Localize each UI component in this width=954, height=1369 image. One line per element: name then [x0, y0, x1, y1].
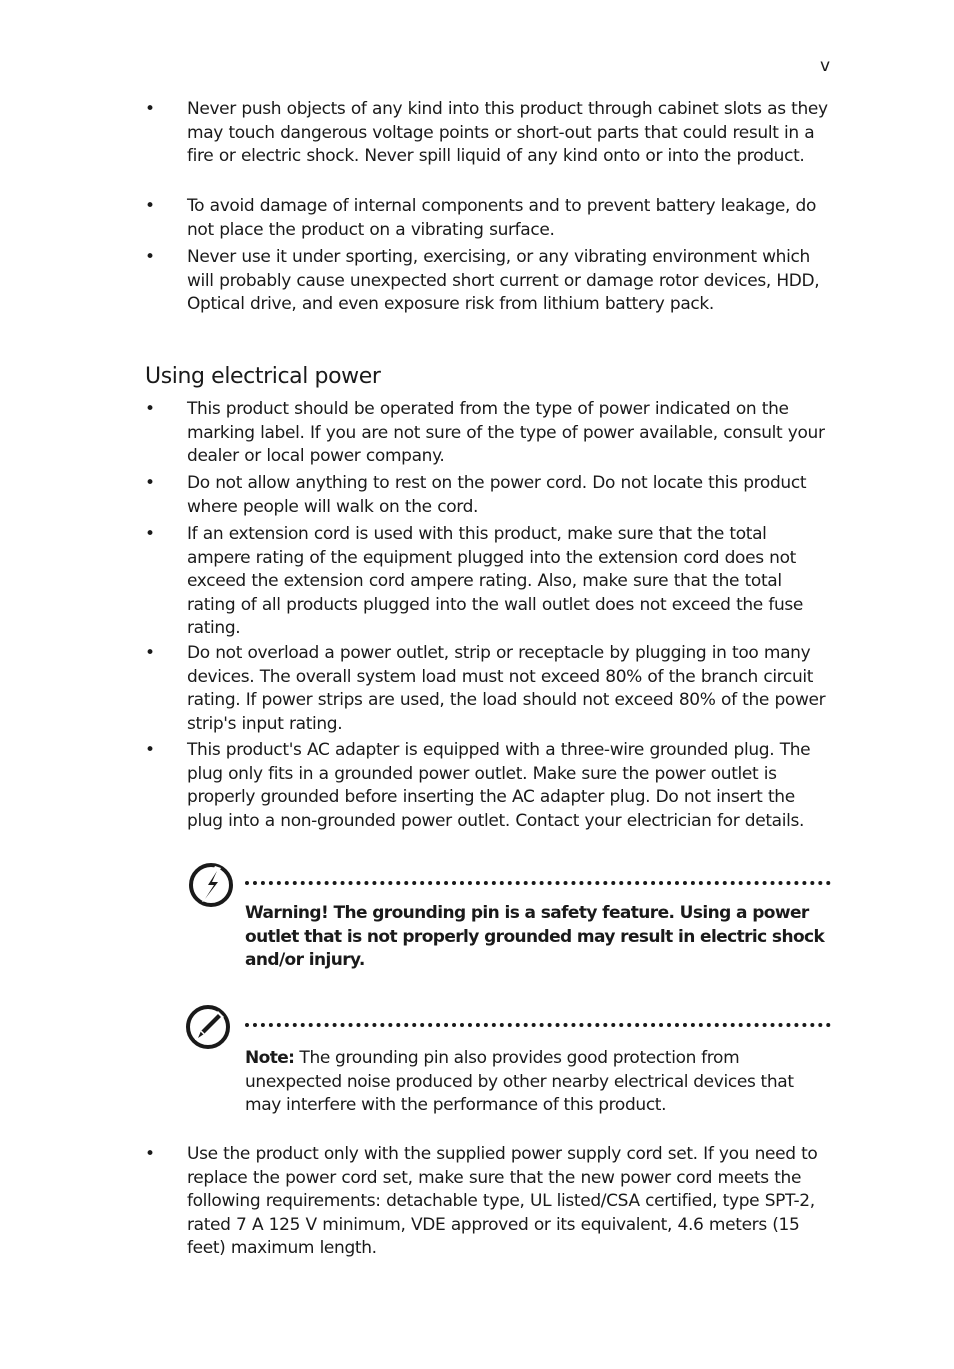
bullet-icon: •	[145, 399, 156, 419]
list-item-text: Do not allow anything to rest on the power cord. Do not locate this product where people will walk on the cord.	[187, 473, 807, 517]
bullet-icon: •	[145, 524, 156, 544]
list-item-text: Never use it under sporting, exercising, or any vibrating environment which will probably cause unexpected short current or damage rotor devices, HDD, Optical drive, and even exposure risk from lithium battery pack.	[187, 247, 820, 314]
warning-lightning-icon	[185, 860, 233, 908]
bullet-icon: •	[145, 99, 156, 119]
section-heading: Using electrical power	[145, 364, 381, 389]
list-item-text: If an extension cord is used with this product, make sure that the total ampere rating of the equipment plugged into the extension cord does not exceed the extension cord ampere rating. Also, make sure that the total rating of all products plugged into the wall outlet does not exceed the fuse rating.	[187, 524, 804, 638]
list-item-text: Never push objects of any kind into this product through cabinet slots as they may touch dangerous voltage points or short-out parts that could result in a fire or electric shock. Never spill liquid of any kind onto or into the product.	[187, 99, 828, 166]
dotted-divider	[245, 1023, 831, 1027]
list-item-text: Use the product only with the supplied power supply cord set. If you need to replace the power cord set, make sure that the new power cord meets the following requirements: detachable type, UL listed/CSA certified, type SPT-2, rated 7 A 125 V minimum, VDE approved or its equivalent, 4.6 meters (15 feet) maximum length.	[187, 1144, 818, 1258]
bullet-icon: •	[145, 740, 156, 760]
bullet-icon: •	[145, 643, 156, 663]
bullet-icon: •	[145, 1144, 156, 1164]
bullet-icon: •	[145, 247, 156, 267]
note-text	[245, 1047, 825, 1118]
list-item-text: This product's AC adapter is equipped with a three-wire grounded plug. The plug only fits in a grounded power outlet. Make sure the power outlet is properly grounded before inserting the AC adapter plug. Do not insert the plug into a non-grounded power outlet. Contact your electrician for details.	[187, 740, 811, 831]
list-item-text: To avoid damage of internal components and to prevent battery leakage, do not place the product on a vibrating surface.	[187, 196, 816, 240]
page-number: v	[820, 56, 831, 76]
list-item-text: This product should be operated from the type of power indicated on the marking label. If you are not sure of the type of power available, consult your dealer or local power company.	[187, 399, 825, 466]
note-body: The grounding pin also provides good protection from unexpected noise produced by other nearby electrical devices that may interfere with the performance of this product.	[245, 1048, 794, 1115]
warning-text: Warning! The grounding pin is a safety feature. Using a power outlet that is not properly grounded may result in electric shock and/or injury.	[245, 903, 825, 970]
dotted-divider	[245, 881, 831, 885]
note-pen-icon	[185, 1002, 233, 1050]
note-label: Note:	[245, 1048, 295, 1068]
list-item-text: Do not overload a power outlet, strip or receptacle by plugging in too many devices. The overall system load must not exceed 80% of the branch circuit rating. If power strips are used, the load should not exceed 80% of the power strip's input rating.	[187, 643, 826, 734]
bullet-icon: •	[145, 196, 156, 216]
bullet-icon: •	[145, 473, 156, 493]
